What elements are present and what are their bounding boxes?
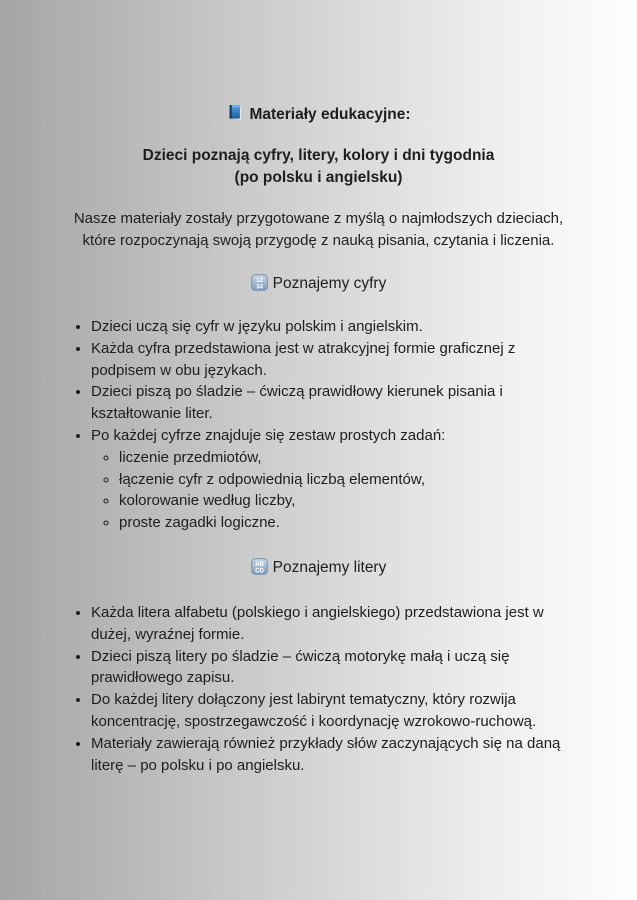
sub-list-item: ◦ proste zagadki logiczne.	[119, 512, 583, 534]
main-heading-line2: (po polsku i angielsku)	[234, 169, 403, 186]
input-latin-uppercase-icon	[251, 558, 268, 575]
list-item: • Dzieci uczą się cyfr w języku polskim i angielskim.	[91, 316, 583, 338]
input-latin-uppercase-icon-top-glyph: AB	[254, 560, 264, 568]
main-heading	[0, 145, 637, 189]
list-item: • Dzieci piszą litery po śladzie – ćwiczą motorykę małą i uczą się prawidłowego zapisu.	[91, 646, 583, 690]
list-item: • Każda cyfra przedstawiona jest w atrakcyjnej formie graficznej z podpisem w obu językach.	[91, 338, 583, 382]
sub-list-item: ◦ liczenie przedmiotów,	[119, 447, 583, 469]
input-numbers-icon	[251, 274, 268, 291]
main-heading-line1: Dzieci poznają cyfry, litery, kolory i dni tygodnia	[142, 147, 495, 164]
input-numbers-icon-top-glyph: 12	[255, 276, 263, 284]
list-item: • Materiały zawierają również przykłady słów zaczynających się na daną literę – po polsku i po angielsku.	[91, 733, 583, 777]
blue-book-icon	[226, 104, 244, 122]
section-heading-litery-text: Poznajemy litery	[272, 558, 387, 576]
input-numbers-icon-bottom-glyph: 34	[255, 283, 263, 291]
litery-bullet-list	[0, 602, 583, 776]
sub-list-item: ◦ kolorowanie według liczby,	[119, 490, 583, 512]
list-item: • Dzieci piszą po śladzie – ćwiczą prawidłowy kierunek pisania i kształtowanie liter.	[91, 381, 583, 425]
list-item: • Każda litera alfabetu (polskiego i angielskiego) przedstawiona jest w dużej, wyraźnej formie.	[91, 602, 583, 646]
list-item: • Do każdej litery dołączony jest labirynt tematyczny, który rozwija koncentrację, spostrzegawczość i koordynację wzrokowo-ruchową.	[91, 689, 583, 733]
page-title-text: Materiały edukacyjne:	[249, 106, 411, 123]
intro-paragraph: Nasze materiały zostały przygotowane z myślą o najmłodszych dzieciach, które rozpoczynają swoją przygodę z nauką pisania, czytania i liczenia.	[73, 210, 564, 249]
cyfry-sub-bullet-list	[91, 447, 583, 534]
cyfry-bullet-list	[0, 316, 583, 534]
list-item	[91, 425, 583, 534]
list-item-text: Po każdej cyfrze znajduje się zestaw prostych zadań:	[91, 426, 446, 444]
sub-list-item: ◦ łączenie cyfr z odpowiednią liczbą elementów,	[119, 469, 583, 491]
section-heading-cyfry-text: Poznajemy cyfry	[272, 275, 387, 292]
section-heading-cyfry	[0, 273, 637, 295]
section-heading-litery	[0, 557, 637, 579]
input-latin-uppercase-icon-bottom-glyph: CD	[254, 567, 264, 575]
page-title	[0, 0, 637, 125]
